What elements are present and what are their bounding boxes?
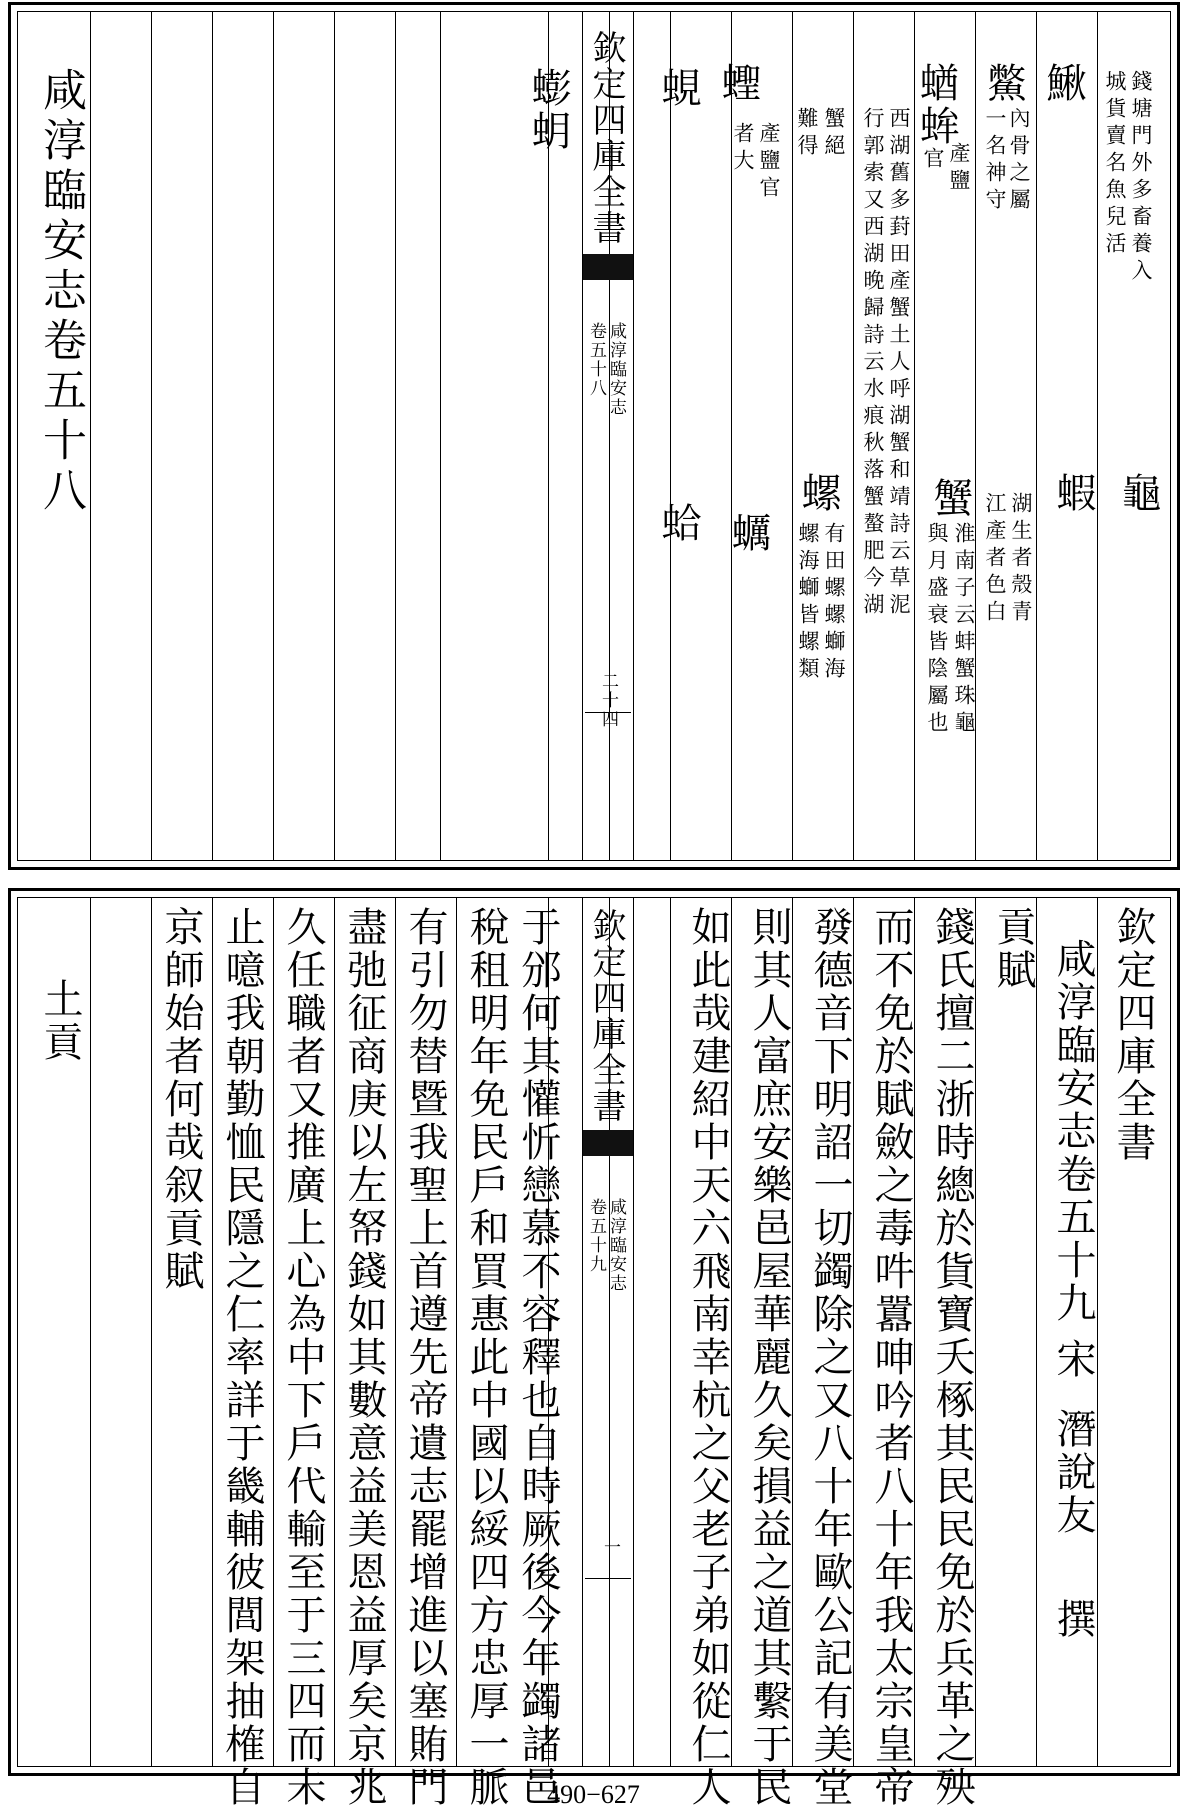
note-line: 西湖舊多葑田產蟹土人呼湖蟹和靖詩云草泥 (887, 107, 911, 620)
entry-heading: 螺 (795, 472, 841, 515)
column-rule (1097, 12, 1098, 860)
text-line: 盡弛征商庚以左帑錢如其數意益美恩益厚矣京兆 (341, 906, 387, 1809)
note-line: 者大 (731, 122, 755, 176)
text-line: 稅租明年免民戶和買惠此中國以綏四方忠厚一脈 (463, 906, 509, 1809)
column-rule (975, 898, 976, 1766)
column-rule (334, 12, 335, 860)
note-line: 一名神守 (983, 107, 1007, 215)
column-rule (212, 898, 213, 1766)
column-rule (90, 12, 91, 860)
column-rule (670, 898, 671, 1766)
fold-header: 欽定四庫全書 (586, 908, 626, 1124)
column-rule (731, 898, 732, 1766)
note-line: 錢塘門外多畜養入 (1129, 70, 1153, 286)
column-rule (334, 898, 335, 1766)
column-rule (440, 12, 441, 860)
text-line: 止噫我朝勤恤民隱之仁率詳于畿輔彼閭架抽榷自 (219, 906, 265, 1809)
entry-heading: 蟶 (715, 62, 761, 105)
upper-page-frame (17, 11, 1171, 861)
fish-tail-mark (583, 1130, 633, 1156)
note-line: 官 (921, 147, 945, 174)
fish-tail-mark (583, 254, 633, 280)
fold-bottom-rule (585, 1578, 631, 1579)
section-heading: 貢賦 (990, 906, 1036, 992)
note-line: 內骨之屬 (1007, 107, 1031, 215)
column-rule (90, 898, 91, 1766)
column-rule (151, 898, 152, 1766)
entry-heading: 蠣 (725, 512, 771, 555)
entry-heading: 蝤蛑 (913, 62, 959, 148)
text-line: 有引勿替暨我聖上首遵先帝遺志罷增進以塞賄門 (402, 906, 448, 1809)
fold-bottom-rule (585, 712, 631, 713)
entry-heading: 鱉 (980, 62, 1026, 105)
column-rule (1036, 12, 1037, 860)
column-rule (853, 898, 854, 1766)
note-line: 產鹽 (947, 142, 971, 196)
column-rule (1097, 898, 1098, 1766)
book-header: 欽定四庫全書 (1110, 906, 1156, 1164)
note-line: 江產者色白 (983, 492, 1007, 627)
author-suffix: 撰 (1050, 1598, 1096, 1641)
fold-book: 咸淳臨安志 (606, 322, 626, 417)
column-rule (273, 12, 274, 860)
text-line: 京師始者何哉叙貢賦 (158, 906, 204, 1293)
fold-volume: 卷五十八 (586, 322, 606, 398)
column-rule (670, 12, 671, 860)
column-rule (456, 898, 457, 1766)
fold-header: 欽定四庫全書 (586, 30, 626, 246)
subsection-heading: 土貢 (37, 978, 83, 1064)
entry-heading: 鰍 (1040, 62, 1086, 105)
column-rule (1036, 898, 1037, 1766)
page-reference-number: 490−627 (547, 1780, 640, 1809)
upper-page (8, 2, 1180, 870)
text-line: 如此哉建紹中天六飛南幸杭之父老子弟如從仁人 (685, 906, 731, 1809)
volume-end-title: 咸淳臨安志卷五十八 (35, 67, 86, 517)
column-rule (792, 12, 793, 860)
text-line: 錢氏擅二浙時總於貨寶夭椓其民民免於兵革之殃 (929, 906, 975, 1809)
note-line: 與月盛衰皆陰屬也 (925, 522, 949, 738)
text-line: 則其人富庶安樂邑屋華麗久矣損益之道其繫于民 (746, 906, 792, 1809)
note-line: 淮南子云蚌蟹珠龜 (952, 522, 976, 738)
note-line: 有田螺螺螄海 (822, 522, 846, 684)
column-rule (395, 12, 396, 860)
note-line: 行郭索又西湖晚歸詩云水痕秋落蟹螯肥今湖 (861, 107, 885, 620)
text-line: 于邠何其懽忻戀慕不容釋也自時厥後今年蠲諸邑 (515, 906, 561, 1809)
text-line: 久任職者又推廣上心為中下戶代輸至于三四而未 (280, 906, 326, 1809)
column-rule (792, 898, 793, 1766)
note-line: 產鹽官 (757, 122, 781, 203)
note-line: 湖生者殼青 (1009, 492, 1033, 627)
entry-heading: 蟛蚏 (525, 67, 571, 153)
lower-fold-center (582, 898, 634, 1766)
entry-heading: 蝦 (1050, 472, 1096, 515)
fold-page-number: 二十四 (598, 672, 618, 729)
fold-volume: 卷五十九 (586, 1198, 606, 1274)
entry-heading: 蜆 (655, 67, 701, 110)
fold-book: 咸淳臨安志 (606, 1198, 626, 1293)
note-line: 螺海螄皆螺類 (796, 522, 820, 684)
dynasty: 宋 (1050, 1338, 1096, 1381)
text-line: 發德音下明詔一切蠲除之又八十年歐公記有美堂 (807, 906, 853, 1809)
column-rule (273, 898, 274, 1766)
column-rule (151, 12, 152, 860)
fold-page-number: 一 (600, 1538, 620, 1557)
author-name: 潛說友 (1050, 1408, 1096, 1537)
text-line: 而不免於賦斂之毒吽囂呻吟者八十年我太宗皇帝 (868, 906, 914, 1809)
note-line: 城貨賣名魚兒活 (1103, 70, 1127, 259)
entry-heading: 蛤 (655, 502, 701, 545)
column-rule (914, 898, 915, 1766)
volume-title: 咸淳臨安志卷五十九 (1050, 938, 1096, 1325)
column-rule (212, 12, 213, 860)
note-line: 難得 (795, 107, 819, 161)
column-rule (395, 898, 396, 1766)
entry-heading: 蟹 (927, 477, 973, 520)
entry-heading: 龜 (1115, 472, 1161, 515)
note-line: 蟹絕 (822, 107, 846, 161)
column-rule (853, 12, 854, 860)
upper-fold-center (582, 12, 634, 860)
